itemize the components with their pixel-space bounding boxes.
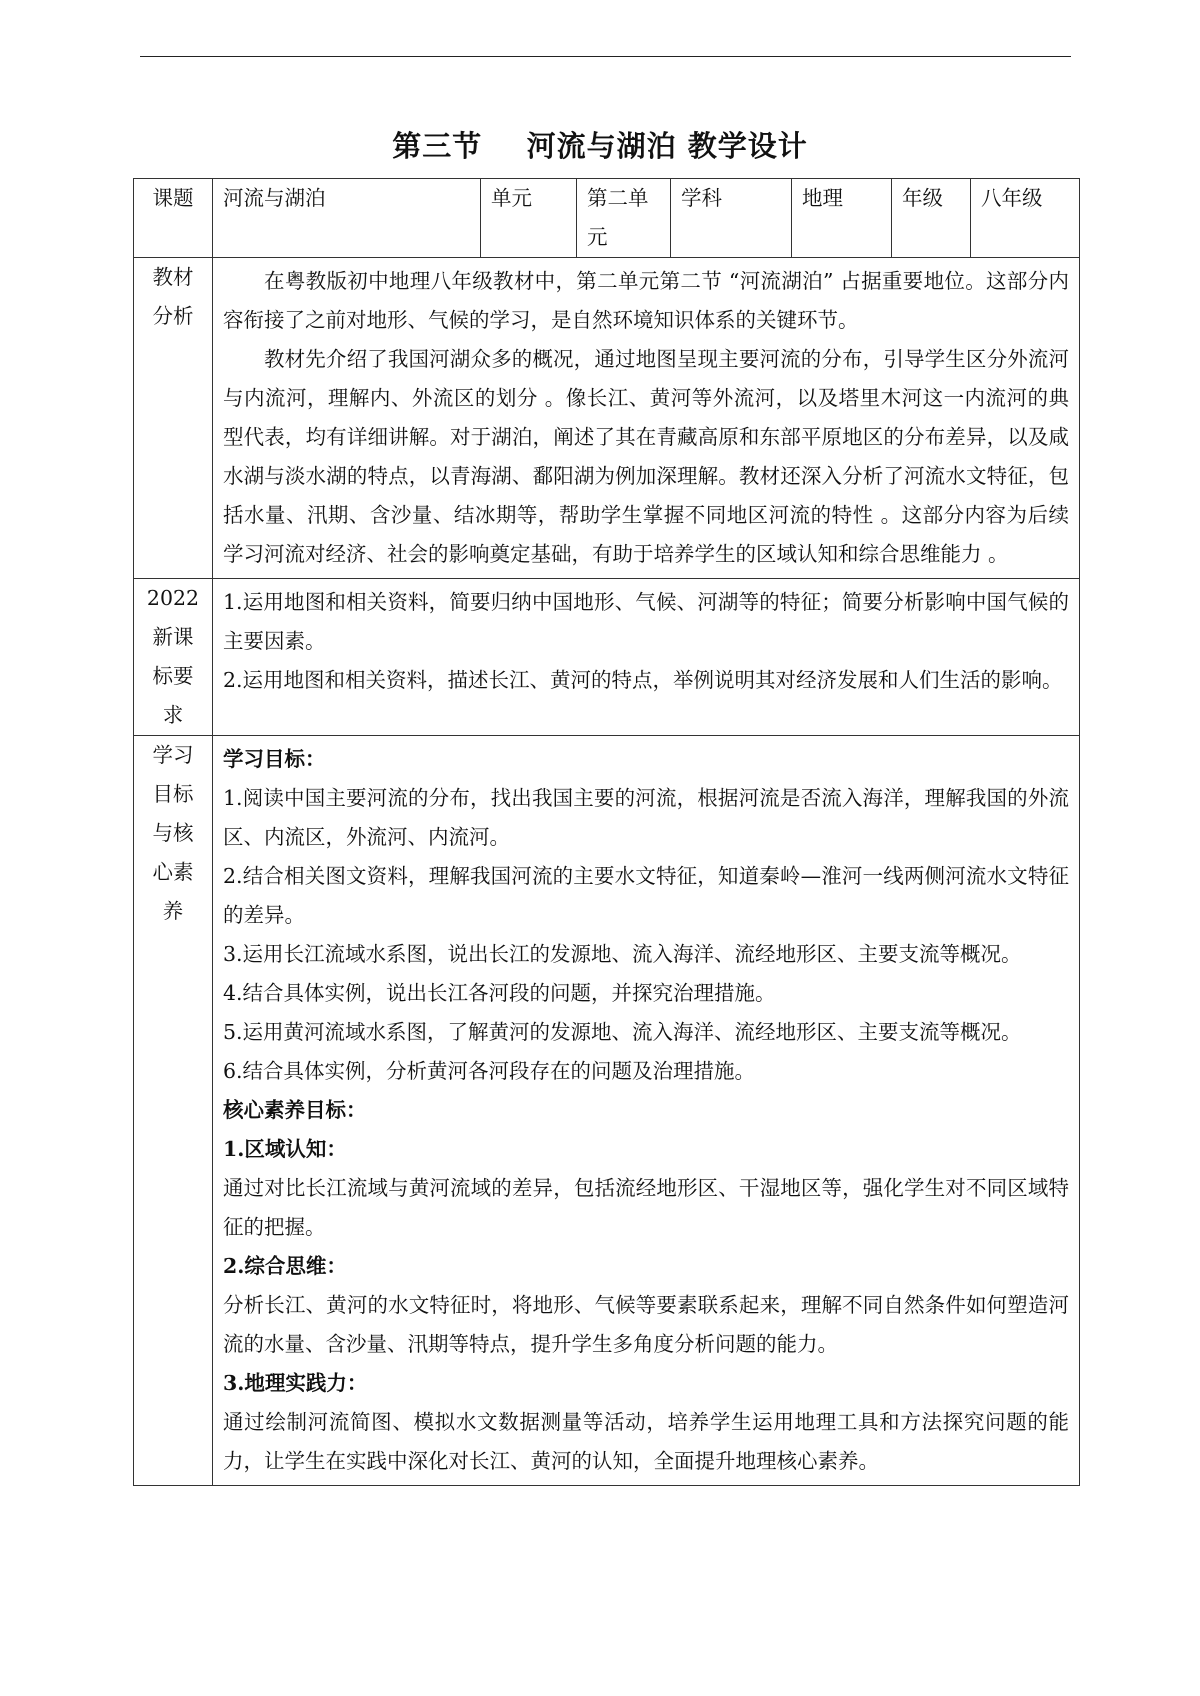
objectives-content	[213, 736, 1080, 1486]
learning-objectives-heading: 学习目标：	[223, 747, 326, 771]
subject-value: 地理	[792, 179, 892, 258]
learning-objective-item: 2.结合相关图文资料，理解我国河流的主要水文特征，知道秦岭—淮河一线两侧河流水文特征的差异。	[223, 864, 1069, 927]
core-section-text: 通过绘制河流简图、模拟水文数据测量等活动，培养学生运用地理工具和方法探究问题的能力，让学生在实践中深化对长江、黄河的认知，全面提升地理核心素养。	[223, 1410, 1069, 1473]
learning-objective-item: 1.阅读中国主要河流的分布，找出我国主要的河流，根据河流是否流入海洋，理解我国的外流区、内流区，外流河、内流河。	[223, 786, 1069, 849]
curriculum-standard-row	[134, 579, 1080, 736]
textbook-analysis-row	[134, 258, 1080, 579]
unit-label: 单元	[481, 179, 577, 258]
curriculum-standard-content	[213, 579, 1080, 736]
core-section-text: 分析长江、黄河的水文特征时，将地形、气候等要素联系起来，理解不同自然条件如何塑造河流的水量、含沙量、汛期等特点，提升学生多角度分析问题的能力。	[223, 1293, 1069, 1356]
standard-item: 2.运用地图和相关资料，描述长江、黄河的特点，举例说明其对经济发展和人们生活的影响。	[223, 668, 1063, 692]
core-section-text: 通过对比长江流域与黄河流域的差异，包括流经地形区、干湿地区等，强化学生对不同区域特征的把握。	[223, 1176, 1069, 1239]
curriculum-standard-label: 2022 新课 标要 求	[134, 579, 213, 736]
textbook-analysis-content	[213, 258, 1080, 579]
grade-value: 八年级	[971, 179, 1080, 258]
core-section-heading: 1.区域认知：	[223, 1137, 347, 1161]
learning-objective-item: 5.运用黄河流域水系图，了解黄河的发源地、流入海洋、流经地形区、主要支流等概况。	[223, 1020, 1022, 1044]
header-row	[134, 179, 1080, 258]
grade-label: 年级	[892, 179, 971, 258]
objectives-row	[134, 736, 1080, 1486]
header-rule	[140, 56, 1071, 57]
learning-objective-item: 4.结合具体实例，说出长江各河段的问题，并探究治理措施。	[223, 981, 776, 1005]
topic-label: 课题	[134, 179, 213, 258]
page-title: 第三节 河流与湖泊 教学设计	[392, 129, 808, 163]
core-section-heading: 3.地理实践力：	[223, 1371, 368, 1395]
core-section-heading: 2.综合思维：	[223, 1254, 347, 1278]
objectives-label: 学习 目标 与核 心素 养	[134, 736, 213, 1486]
topic-value: 河流与湖泊	[213, 179, 481, 258]
analysis-paragraph: 教材先介绍了我国河湖众多的概况，通过地图呈现主要河流的分布，引导学生区分外流河与内流河，理解内、外流区的划分 。像长江、黄河等外流河，以及塔里木河这一内流河的典型代表，均有详细讲解。对于湖泊，阐述了其在青藏高原和东部平原地区的分布差异，以及咸水湖与淡水湖的特点，以青海湖、鄱阳湖为例加深理解。教材还深入分析了河流水文特征，包括水量、汛期、含沙量、结冰期等，帮助学生掌握不同地区河流的特性 。这部分内容为后续学习河流对经济、社会的影响奠定基础，有助于培养学生的区域认知和综合思维能力 。	[223, 347, 1069, 566]
lesson-design-table	[133, 178, 1080, 1486]
learning-objective-item: 3.运用长江流域水系图，说出长江的发源地、流入海洋、流经地形区、主要支流等概况。	[223, 942, 1022, 966]
core-literacy-heading: 核心素养目标：	[223, 1098, 367, 1122]
subject-label: 学科	[671, 179, 792, 258]
textbook-analysis-label: 教材 分析	[134, 258, 213, 579]
analysis-paragraph: 在粤教版初中地理八年级教材中，第二单元第二节 “河流湖泊” 占据重要地位。这部分内容衔接了之前对地形、气候的学习，是自然环境知识体系的关键环节。	[223, 269, 1069, 332]
standard-item: 1.运用地图和相关资料，简要归纳中国地形、气候、河湖等的特征；简要分析影响中国气候的主要因素。	[223, 590, 1069, 653]
learning-objective-item: 6.结合具体实例，分析黄河各河段存在的问题及治理措施。	[223, 1059, 756, 1083]
unit-value: 第二单元	[577, 179, 671, 258]
